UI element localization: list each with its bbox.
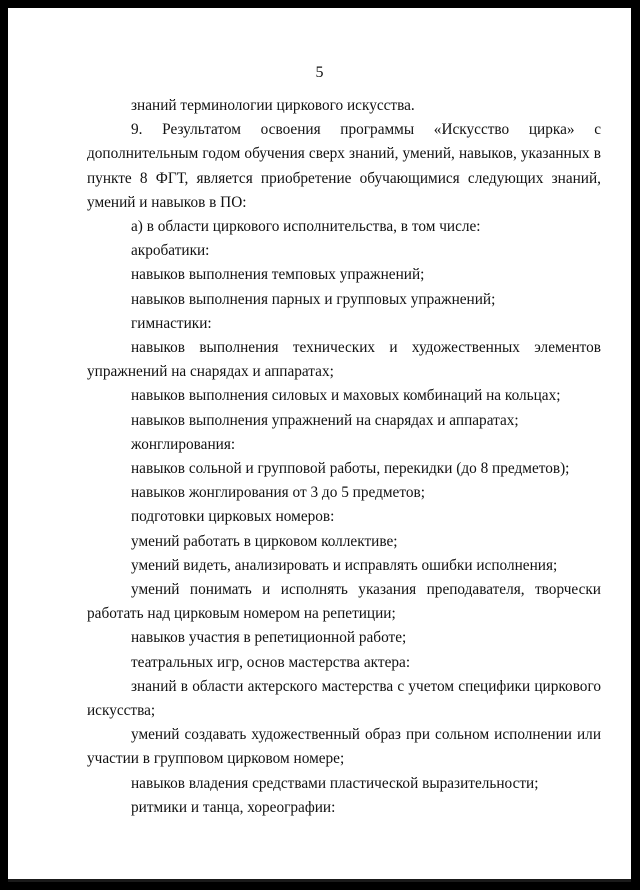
paragraph: знаний в области актерского мастерства с учетом специфики циркового искусства; xyxy=(87,677,601,720)
paragraph: акробатики: xyxy=(131,242,210,260)
paragraph: подготовки цирковых номеров: xyxy=(131,508,335,526)
paragraph: навыков жонглирования от 3 до 5 предметов; xyxy=(131,484,425,502)
paragraph: навыков выполнения технических и художественных элементов упражнений на снарядах и аппаратах; xyxy=(87,339,601,381)
page-number: 5 xyxy=(315,64,324,81)
paragraph: навыков владения средствами пластической выразительности; xyxy=(131,774,539,792)
document-body xyxy=(87,94,601,820)
paragraph: ритмики и танца, хореографии: xyxy=(131,798,336,816)
paragraph: знаний терминологии циркового искусства. xyxy=(131,97,415,114)
paragraph: навыков выполнения упражнений на снарядах и аппаратах; xyxy=(131,411,519,429)
paragraph: навыков участия в репетиционной работе; xyxy=(131,629,407,647)
paragraph: умений работать в цирковом коллективе; xyxy=(131,532,398,550)
paragraph: навыков выполнения темповых упражнений; xyxy=(131,266,425,284)
document-page xyxy=(8,8,631,882)
paragraph: театральных игр, основ мастерства актера: xyxy=(131,653,411,671)
paragraph: навыков выполнения силовых и маховых комбинаций на кольцах; xyxy=(131,387,561,405)
paragraph: 9. Результатом освоения программы «Искусство цирка» с дополнительным годом обучения сверх знаний, умений, навыков, указанных в пункте 8 ФГТ, является приобретение обучающимися следующих знаний, умений и навыков в ПО: xyxy=(87,121,601,211)
paragraph: гимнастики: xyxy=(131,314,212,332)
paragraph: навыков выполнения парных и групповых упражнений; xyxy=(131,290,496,308)
paragraph: умений создавать художественный образ при сольном исполнении или участии в групповом цирковом номере; xyxy=(87,726,601,768)
paragraph: жонглирования: xyxy=(131,435,236,453)
paragraph: умений понимать и исполнять указания преподавателя, творчески работать над цирковым номером на репетиции; xyxy=(87,581,601,623)
paragraph: навыков сольной и групповой работы, перекидки (до 8 предметов); xyxy=(131,460,570,478)
paragraph: умений видеть, анализировать и исправлять ошибки исполнения; xyxy=(131,556,558,574)
paragraph: а) в области циркового исполнительства, в том числе: xyxy=(131,218,481,236)
scan-edge xyxy=(8,879,631,882)
